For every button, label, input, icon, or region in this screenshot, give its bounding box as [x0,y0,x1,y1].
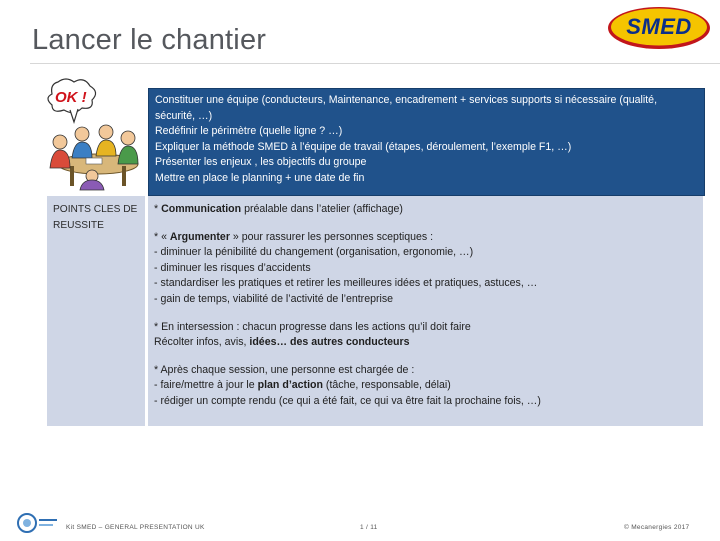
argument-line: * « Argumenter » pour rassurer les personnes sceptiques : [154,230,434,243]
key-points-label: POINTS CLES DE REUSSITE [53,204,138,231]
slide-title: Lancer le chantier [32,24,267,56]
intro-line: Présenter les enjeux , les objectifs du groupe [155,156,367,169]
footer-kit: Kit SMED – GENERAL PRESENTATION UK [66,524,205,531]
intro-line: Mettre en place le planning + une date de fin [155,171,365,184]
communication-line: * Communication préalable dans l’atelier (affichage) [154,203,403,215]
key-points-label-cell [47,196,145,426]
recolter-line: Récolter infos, avis, idées… des autres conducteurs [154,336,410,349]
bubble-text: OK ! [55,89,87,106]
argument-item: - diminuer la pénibilité du changement (organisation, ergonomie, …) [154,246,474,259]
argument-item: - standardiser les pratiques et retirer les meilleures idées et pratiques, astuces, … [154,277,538,290]
title-divider [30,63,720,64]
footer-copyright: © Mecanergies 2017 [624,524,690,531]
apres-line: * Après chaque session, une personne est chargée de : [154,363,415,376]
argument-item: - diminuer les risques d’accidents [154,261,311,274]
intersession-line: * En intersession : chacun progresse dans les actions qu’il doit faire [154,320,471,333]
footer-logo [15,510,61,536]
footer-page-number: 1 / 11 [360,524,378,531]
apres-item: - rédiger un compte rendu (ce qui a été fait, ce qui va être fait la prochaine fois, …) [154,394,541,407]
company-logo-icon [15,510,61,536]
logo-text: SMED [626,14,692,39]
meeting-cartoon-icon [30,72,150,192]
intro-line: Constituer une équipe (conducteurs, Maintenance, encadrement + services supports si nécessaire (qualité, sécurité, …) [155,94,658,122]
key-points-content-cell [148,196,703,426]
intro-box [148,88,705,196]
smed-logo [606,6,712,52]
apres-item: - faire/mettre à jour le plan d’action (tâche, responsable, délai) [154,379,451,392]
intro-line: Expliquer la méthode SMED à l’équipe de travail (étapes, déroulement, l’exemple F1, …) [155,140,572,153]
intro-line: Redéfinir le périmètre (quelle ligne ? …) [155,125,343,138]
team-meeting-illustration [30,72,150,192]
argument-item: - gain de temps, viabilité de l’activité de l’entreprise [154,292,394,305]
